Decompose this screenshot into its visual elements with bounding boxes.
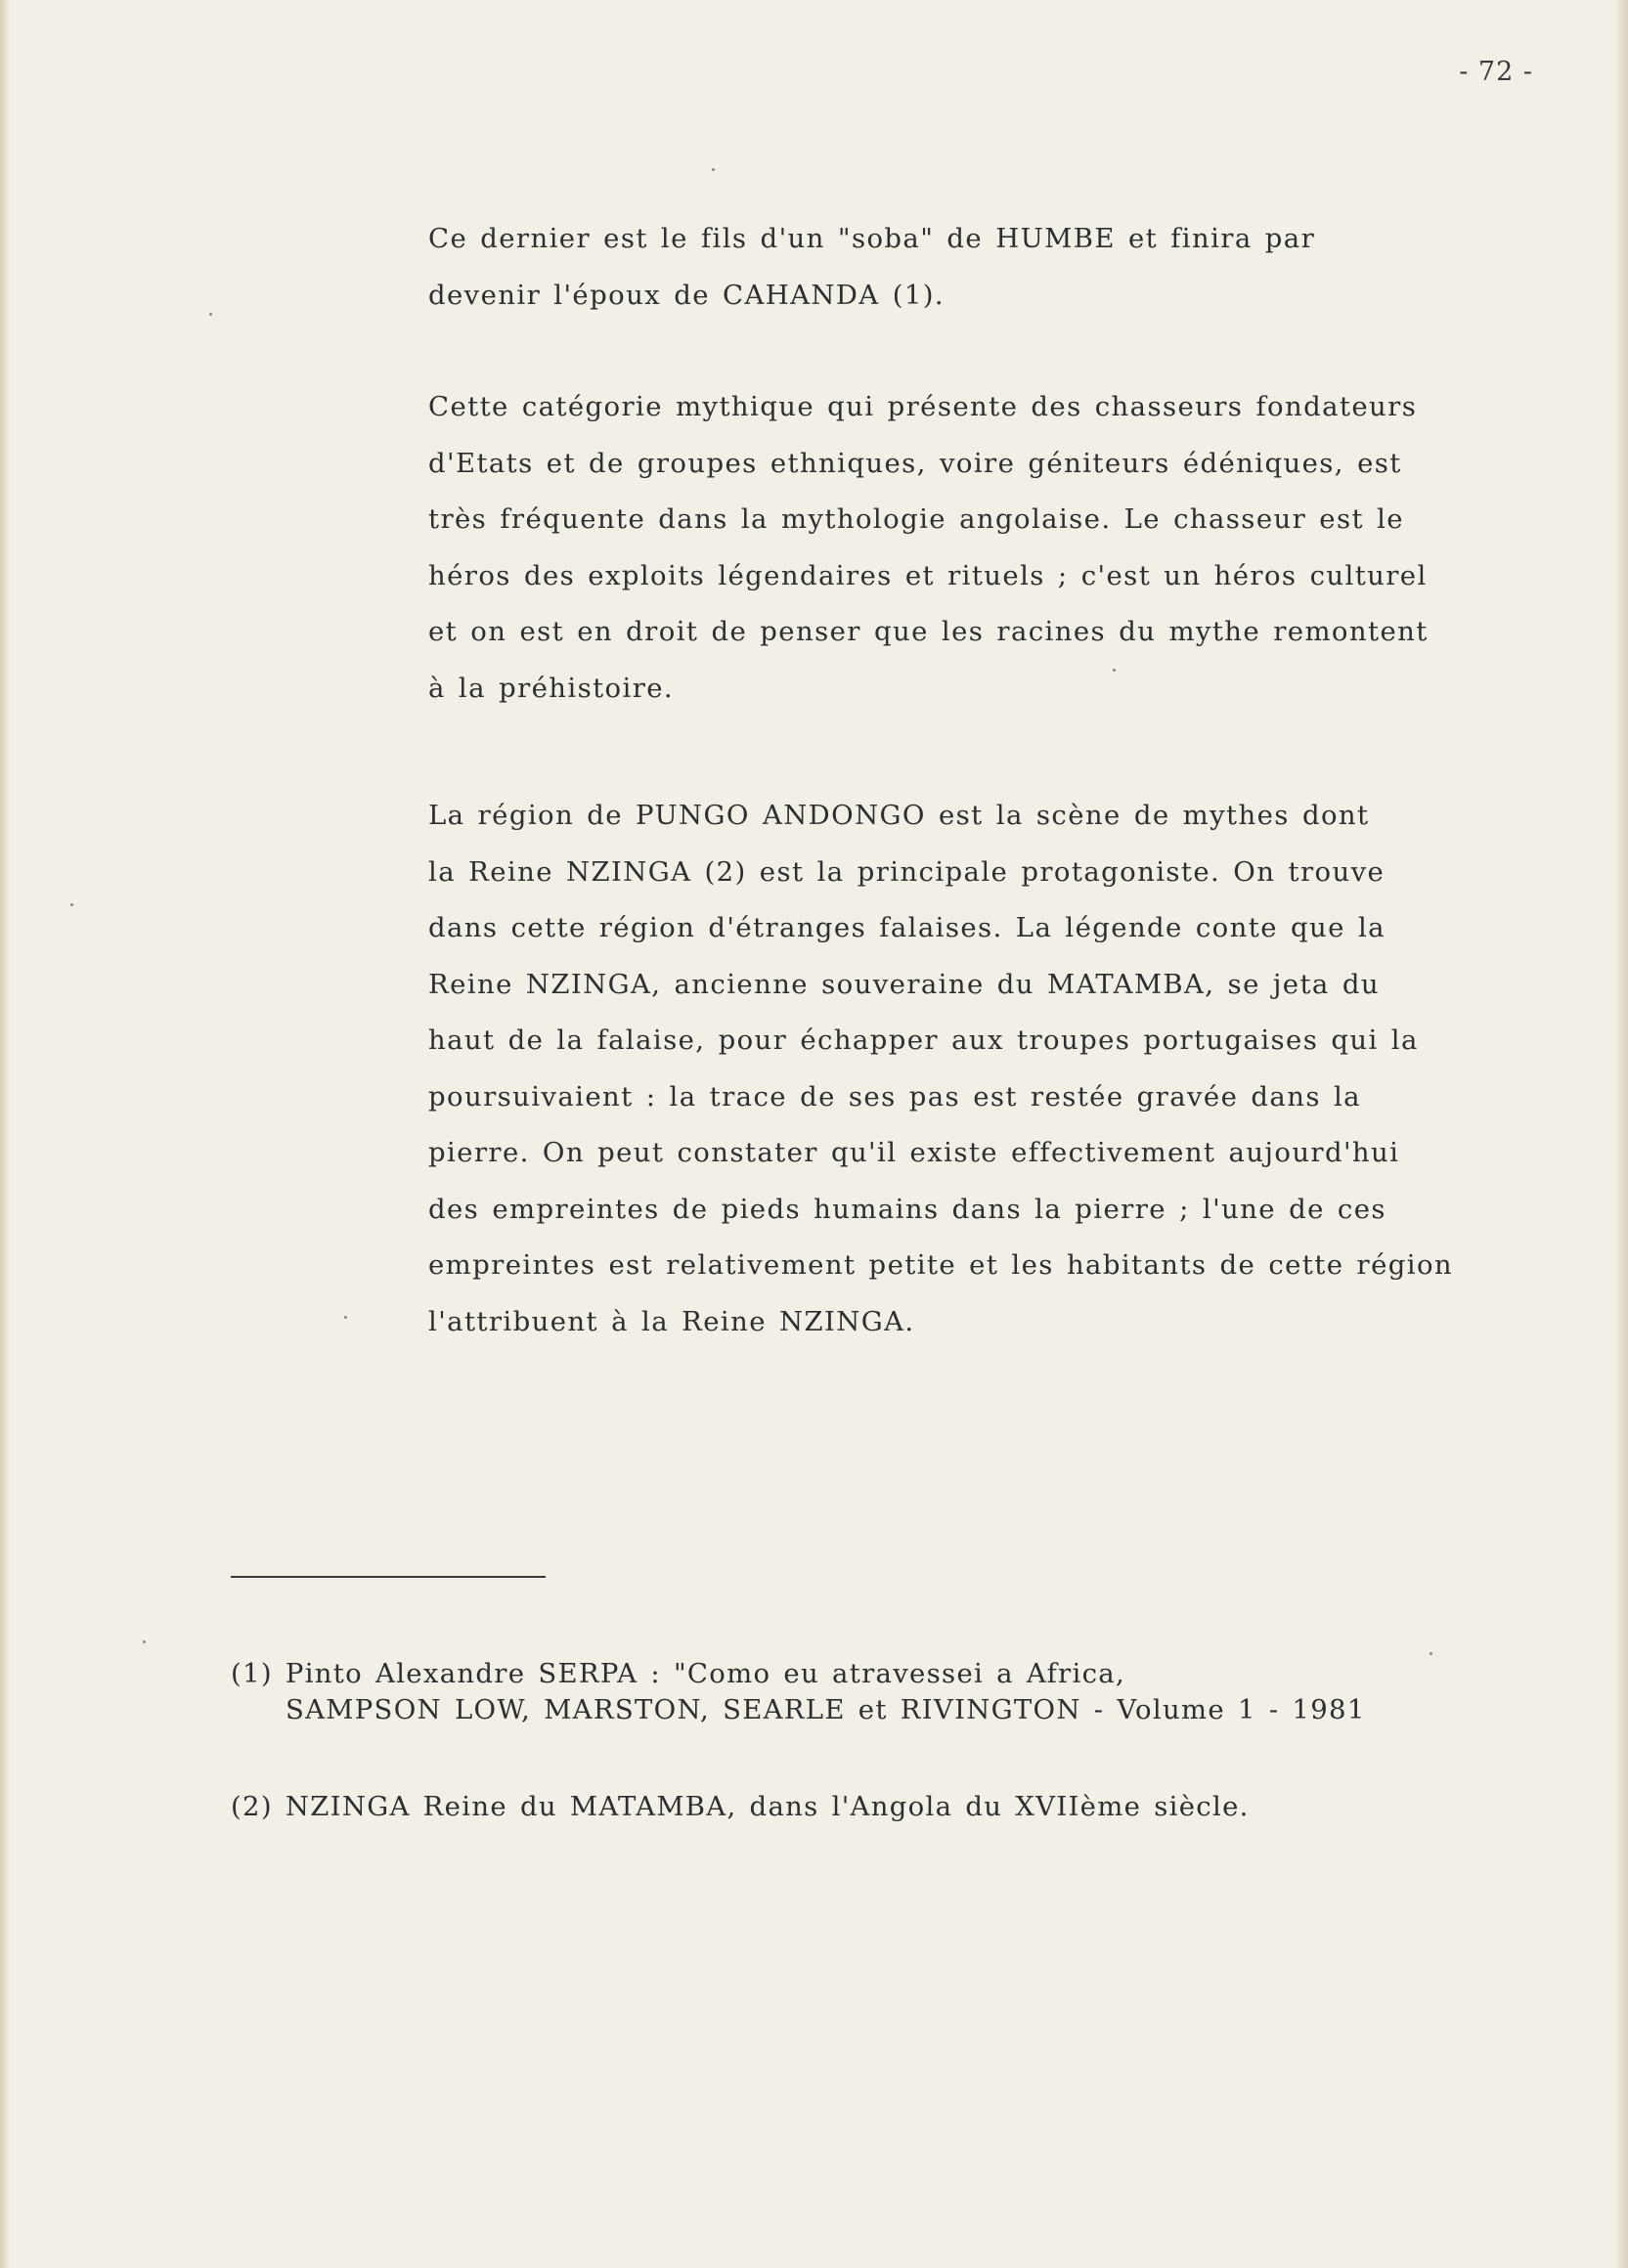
paragraph-2 [428,379,1533,717]
footnote-line: (1) Pinto Alexandre SERPA : "Como eu atravessei a Africa, [231,1658,1126,1689]
text-line: à la préhistoire. [428,672,675,704]
paper-speck [1430,1652,1432,1655]
paper-speck [143,1640,146,1643]
footnote-2 [231,1789,1531,1825]
text-line: l'attribuent à la Reine NZINGA. [428,1305,915,1337]
paragraph-1 [428,211,1533,324]
paper-speck [1113,669,1116,672]
text-line: d'Etats et de groupes ethniques, voire géniteurs édéniques, est [428,447,1402,479]
text-line: Ce dernier est le fils d'un "soba" de HUMBE et finira par [428,223,1316,254]
page-number: - 72 - [1459,57,1533,87]
text-line: des empreintes de pieds humains dans la pierre ; l'une de ces [428,1193,1386,1225]
text-line: dans cette région d'étranges falaises. La légende conte que la [428,912,1386,943]
text-line: la Reine NZINGA (2) est la principale protagoniste. On trouve [428,855,1386,888]
text-line: très fréquente dans la mythologie angolaise. Le chasseur est le [428,503,1404,535]
text-line: héros des exploits légendaires et rituels ; c'est un héros culturel [428,559,1428,591]
text-line: La région de PUNGO ANDONGO est la scène de mythes dont [428,800,1370,831]
paper-speck [344,1316,347,1319]
text-line: poursuivaient : la trace de ses pas est restée gravée dans la [428,1080,1361,1112]
paper-speck [70,903,73,906]
text-line: devenir l'époux de CAHANDA (1). [428,279,946,311]
footnote-separator [231,1576,546,1578]
footnote-line: (2) NZINGA Reine du MATAMBA, dans l'Angola du XVIIème siècle. [231,1791,1250,1822]
text-line: Reine NZINGA, ancienne souveraine du MATAMBA, se jeta du [428,968,1380,1000]
paper-speck [712,168,715,171]
paragraph-3 [428,788,1533,1350]
text-line: et on est en droit de penser que les racines du mythe remontent [428,616,1429,647]
text-line: empreintes est relativement petite et les habitants de cette région [428,1249,1454,1281]
text-line: haut de la falaise, pour échapper aux troupes portugaises qui la [428,1025,1419,1056]
footnote-line: SAMPSON LOW, MARSTON, SEARLE et RIVINGTON - Volume 1 - 1981 [286,1694,1366,1725]
text-line: Cette catégorie mythique qui présente des chasseurs fondateurs [428,391,1418,422]
paper-speck [209,313,212,316]
footnote-1 [231,1656,1531,1728]
text-line: pierre. On peut constater qu'il existe effectivement aujourd'hui [428,1137,1400,1168]
